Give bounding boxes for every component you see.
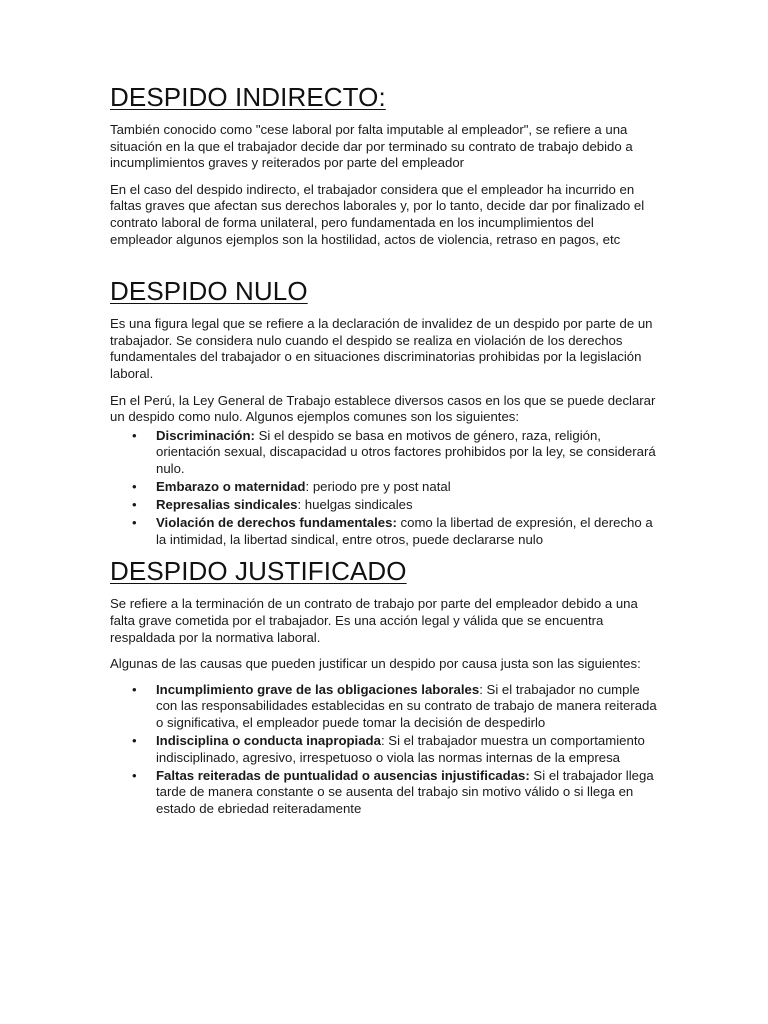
list-item-term: Incumplimiento grave de las obligaciones laborales <box>156 681 480 697</box>
list-item-text: : periodo pre y post natal <box>305 479 451 494</box>
document-content <box>110 82 658 819</box>
bullet-icon: • <box>132 733 137 749</box>
list-item-term: Represalias sindicales <box>156 497 298 513</box>
bullet-icon: • <box>132 497 137 513</box>
list-item <box>110 768 658 818</box>
bullet-icon: • <box>132 681 137 697</box>
bullet-icon: • <box>132 427 137 443</box>
list-item-text: : Si el trabajador muestra un comportamiento indisciplinado, agresivo, irrespetuoso o viola las normas internas de la empresa <box>156 733 645 765</box>
heading-despido-nulo: DESPIDO NULO <box>110 276 308 307</box>
bullet-icon: • <box>132 767 137 783</box>
list-despido-justificado <box>110 682 658 818</box>
bullet-icon: • <box>132 515 137 531</box>
bullet-icon: • <box>132 479 137 494</box>
list-item <box>110 497 658 514</box>
list-item <box>110 428 658 478</box>
list-item <box>110 479 658 496</box>
list-item-text: Si el trabajador llega tarde de manera constante o se ausenta del trabajo sin motivo válido o si llega en estado de ebriedad reiteradamente <box>156 767 654 816</box>
paragraph: Se refiere a la terminación de un contrato de trabajo por parte del empleador debido a una falta grave cometida por el trabajador. Es una acción legal y válida que se encuentra respaldada por la normativa laboral. <box>110 596 638 645</box>
paragraph: También conocido como "cese laboral por falta imputable al empleador", se refiere a una situación en la que el trabajador decide dar por terminado su contrato de trabajo debido a incumplimientos graves y reiterados por parte del empleador <box>110 122 633 171</box>
heading-despido-justificado: DESPIDO JUSTIFICADO <box>110 556 407 587</box>
list-item-text: como la libertad de expresión, el derecho a la intimidad, la libertad sindical, entre otros, puede declararse nulo <box>156 515 653 547</box>
list-item-text: Si el despido se basa en motivos de género, raza, religión, orientación sexual, discapacidad u otros factores prohibidos por la ley, se considerará nulo. <box>156 427 656 476</box>
list-despido-nulo <box>110 428 658 549</box>
paragraph: Algunas de las causas que pueden justificar un despido por causa justa son las siguientes: <box>110 656 641 672</box>
list-item-text: : huelgas sindicales <box>297 497 413 513</box>
section-despido-nulo <box>110 276 658 548</box>
list-item-term: Discriminación: <box>156 427 259 443</box>
list-item-term: Indisciplina o conducta inapropiada <box>156 733 381 749</box>
paragraph: En el caso del despido indirecto, el trabajador considera que el empleador ha incurrido en faltas graves que afectan sus derechos laborales y, por lo tanto, decide dar por finalizado el contrato laboral de forma unilateral, pero fundamentada en los incumplimientos del empleador algunos ejemplos son la hostilidad, actos de violencia, retraso en pagos, etc <box>110 181 645 247</box>
list-item-term: Violación de derechos fundamentales: <box>156 515 397 531</box>
paragraph: Es una figura legal que se refiere a la declaración de invalidez de un despido por parte de un trabajador. Se considera nulo cuando el despido se realiza en violación de los derechos fundamentales del trabajador o en situaciones discriminatorias prohibidas por la legislación laboral. <box>110 316 653 381</box>
list-item <box>110 682 658 732</box>
section-despido-indirecto <box>110 82 658 248</box>
section-despido-justificado <box>110 556 658 817</box>
list-item-term: Embarazo o maternidad <box>156 479 306 494</box>
list-item <box>110 733 658 766</box>
heading-despido-indirecto: DESPIDO INDIRECTO: <box>110 82 386 112</box>
list-item <box>110 515 658 548</box>
paragraph: En el Perú, la Ley General de Trabajo establece diversos casos en los que se puede declarar un despido como nulo. Algunos ejemplos comunes son los siguientes: <box>110 392 656 425</box>
list-item-term: Faltas reiteradas de puntualidad o ausencias injustificadas: <box>156 767 530 783</box>
list-item-text: : Si el trabajador no cumple con las responsabilidades establecidas en su contrato de trabajo de manera reiterada o significativa, el empleador puede tomar la decisión de despedirlo <box>156 681 657 730</box>
